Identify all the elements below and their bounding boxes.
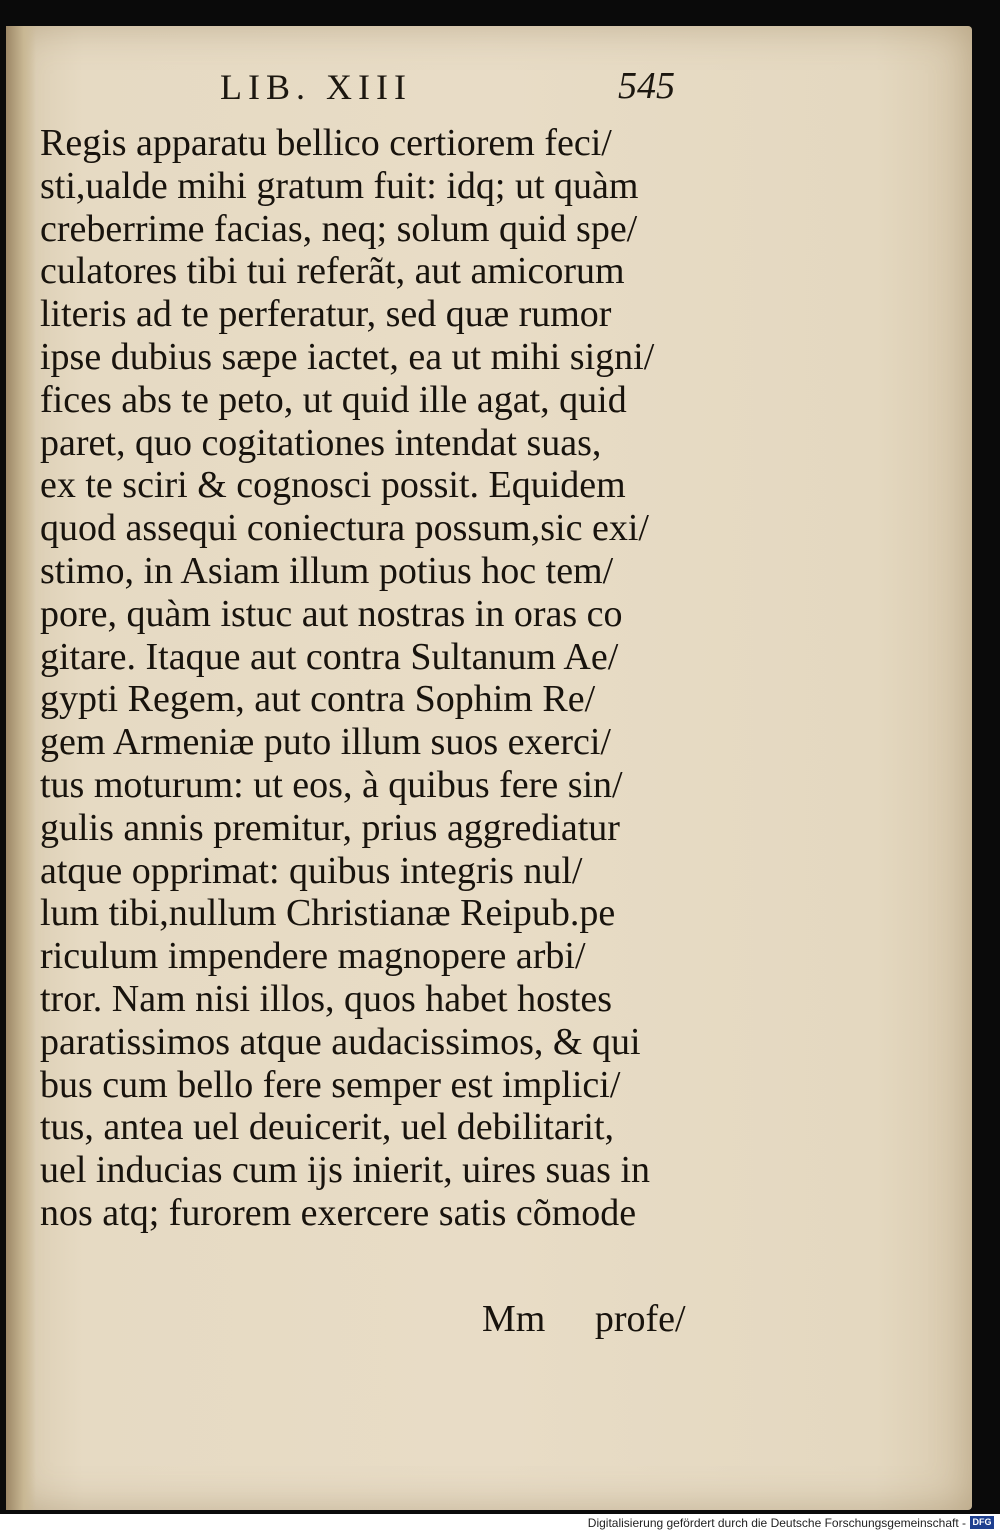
text-line: literis ad te perferatur, sed quæ rumor: [40, 293, 612, 336]
text-line: quod assequi coniectura possum,sic exi/: [40, 507, 649, 550]
text-line: pore, quàm istuc aut nostras in oras co: [40, 592, 623, 635]
catchword-line: [482, 1297, 686, 1341]
footer-credit: Digitalisierung gefördert durch die Deutsche Forschungsgemeinschaft -: [587, 1516, 966, 1530]
text-line: tus, antea uel deuicerit, uel debilitarit,: [40, 1106, 615, 1149]
dfg-logo-icon: DFG: [970, 1516, 994, 1529]
text-line: Regis apparatu bellico certiorem feci/: [40, 122, 612, 164]
text-line: gypti Regem, aut contra Sophim Re/: [40, 678, 596, 721]
text-line: bus cum bello fere semper est implici/: [40, 1063, 621, 1106]
text-line: ipse dubius sæpe iactet, ea ut mihi signi/: [40, 335, 655, 378]
text-line: creberrime facias, neq; solum quid spe/: [40, 207, 638, 250]
page-gutter: [6, 26, 36, 1510]
text-line: gem Armeniæ puto illum suos exerci/: [40, 721, 611, 764]
text-line: stimo, in Asiam illum potius hoc tem/: [40, 549, 614, 592]
body-text: [40, 122, 720, 1235]
page-number: 545: [618, 65, 675, 107]
text-line: culatores tibi tui referãt, aut amicorum: [40, 250, 625, 293]
text-line: lum tibi,nullum Christianæ Reipub.pe: [40, 892, 616, 935]
signature-mark: Mm: [482, 1298, 546, 1340]
text-line: riculum impendere magnopere arbi/: [40, 935, 586, 978]
text-line: tus moturum: ut eos, à quibus fere sin/: [40, 763, 623, 806]
text-line: paratissimos atque audacissimos, & qui: [40, 1020, 641, 1063]
text-line: tror. Nam nisi illos, quos habet hostes: [40, 977, 613, 1020]
text-line: ex te sciri & cognosci possit. Equidem: [40, 464, 626, 507]
running-head: LIB. XIII: [220, 67, 412, 107]
text-line: gitare. Itaque aut contra Sultanum Ae/: [40, 635, 619, 678]
page-header: [6, 64, 972, 124]
text-line: paret, quo cogitationes intendat suas,: [40, 421, 602, 464]
text-line: sti,ualde mihi gratum fuit: idq; ut quàm: [40, 164, 639, 207]
text-line: nos atq; furorem exercere satis cõmode: [40, 1191, 637, 1234]
text-line: fices abs te peto, ut quid ille agat, quid: [40, 378, 627, 421]
text-line: gulis annis premitur, prius aggrediatur: [40, 806, 620, 849]
text-line: atque opprimat: quibus integris nul/: [40, 849, 583, 892]
catchword: profe/: [594, 1298, 686, 1340]
digitization-footer: [0, 1514, 1000, 1532]
text-line: uel inducias cum ijs inierit, uires suas in: [40, 1149, 651, 1192]
book-page: [6, 26, 972, 1510]
